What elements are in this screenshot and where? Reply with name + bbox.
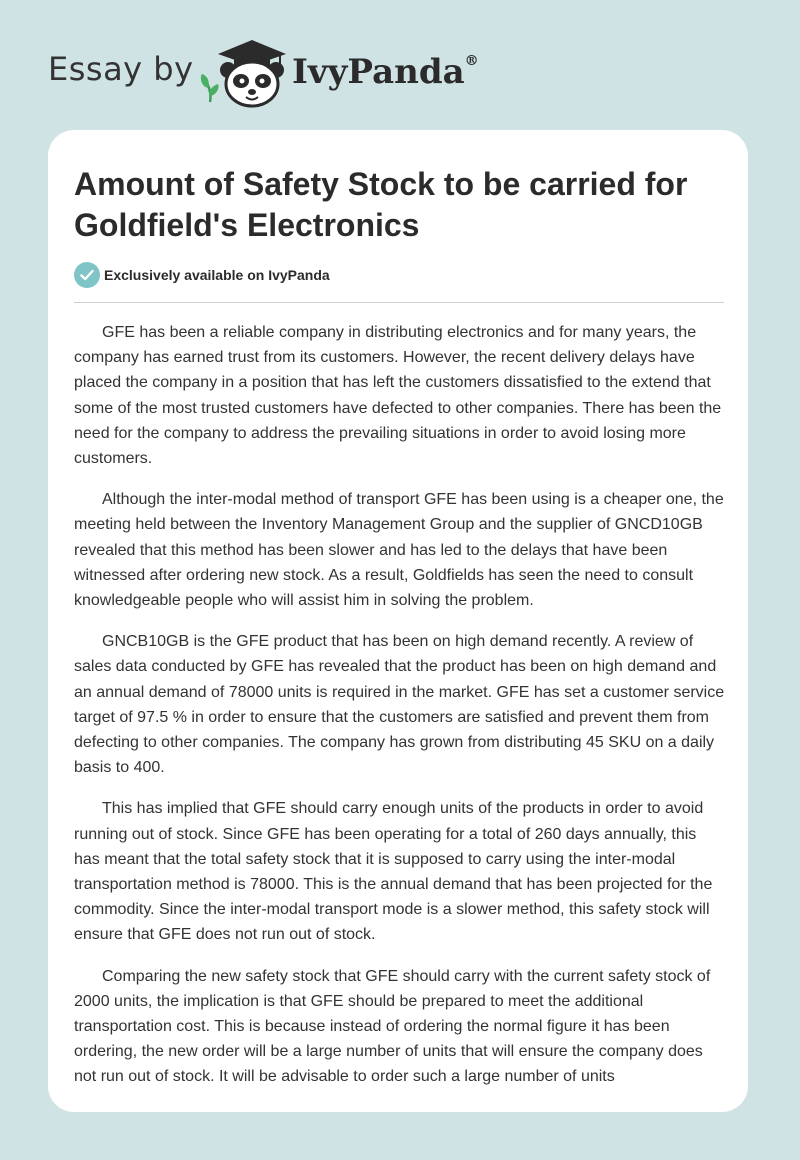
article-card xyxy=(48,130,748,1112)
exclusive-badge xyxy=(74,262,330,288)
check-icon xyxy=(74,262,100,288)
paragraph: GFE has been a reliable company in distributing electronics and for many years, the company has earned trust from its customers. However, the recent delivery delays have placed the company in a position that has left the customers dissatisfied to the extend that some of the most trusted customers have defected to other companies. There has been the need for the company to address the prevailing situations in order to avoid losing more customers. xyxy=(74,324,722,468)
exclusive-label: Exclusively available on IvyPanda xyxy=(104,267,330,283)
essay-by-label: Essay by xyxy=(48,50,194,88)
page-title: Amount of Safety Stock to be carried for Goldfield's Electronics xyxy=(74,166,688,243)
registered-mark: ® xyxy=(464,52,479,69)
paragraph: Although the inter-modal method of transport GFE has been using is a cheaper one, the meeting held between the Inventory Management Group and the supplier of GNCD10GB revealed that this method has been slower and has led to the delays that have been witnessed after ordering new stock. As a result, Goldfields has seen the need to consult knowledgeable people who will assist him in solving the problem. xyxy=(74,491,724,610)
site-header xyxy=(0,0,800,120)
brand-text: IvyPanda xyxy=(292,52,465,92)
brand-name[interactable] xyxy=(292,52,479,92)
article-body xyxy=(74,320,726,1106)
panda-graduate-icon[interactable] xyxy=(200,36,290,108)
paragraph: This has implied that GFE should carry enough units of the products in order to avoid running out of stock. Since GFE has been operating for a total of 260 days annually, this has meant that the total safety stock that it is supposed to carry using the inter-modal transportation method is 78000. This is the annual demand that has been projected for the commodity. Since the inter-modal transport mode is a slower method, this safety stock will ensure that GFE does not run out of stock. xyxy=(74,800,713,944)
divider xyxy=(74,302,724,303)
paragraph: Comparing the new safety stock that GFE should carry with the current safety stock of 2000 units, the implication is that GFE should be prepared to meet the additional transportation cost. This is because instead of ordering the normal figure it has been ordering, the new order will be a large number of units that will ensure the company does not run out of stock. It will be advisable to order such a large number of units xyxy=(74,967,711,1086)
paragraph: GNCB10GB is the GFE product that has been on high demand recently. A review of sales data conducted by GFE has revealed that the product has been on high demand and an annual demand of 78000 units is required in the market. GFE has set a customer service target of 97.5 % in order to ensure that the customers are satisfied and prevent them from defecting to other companies. The company has grown from distributing 45 SKU on a daily basis to 400. xyxy=(74,633,725,777)
